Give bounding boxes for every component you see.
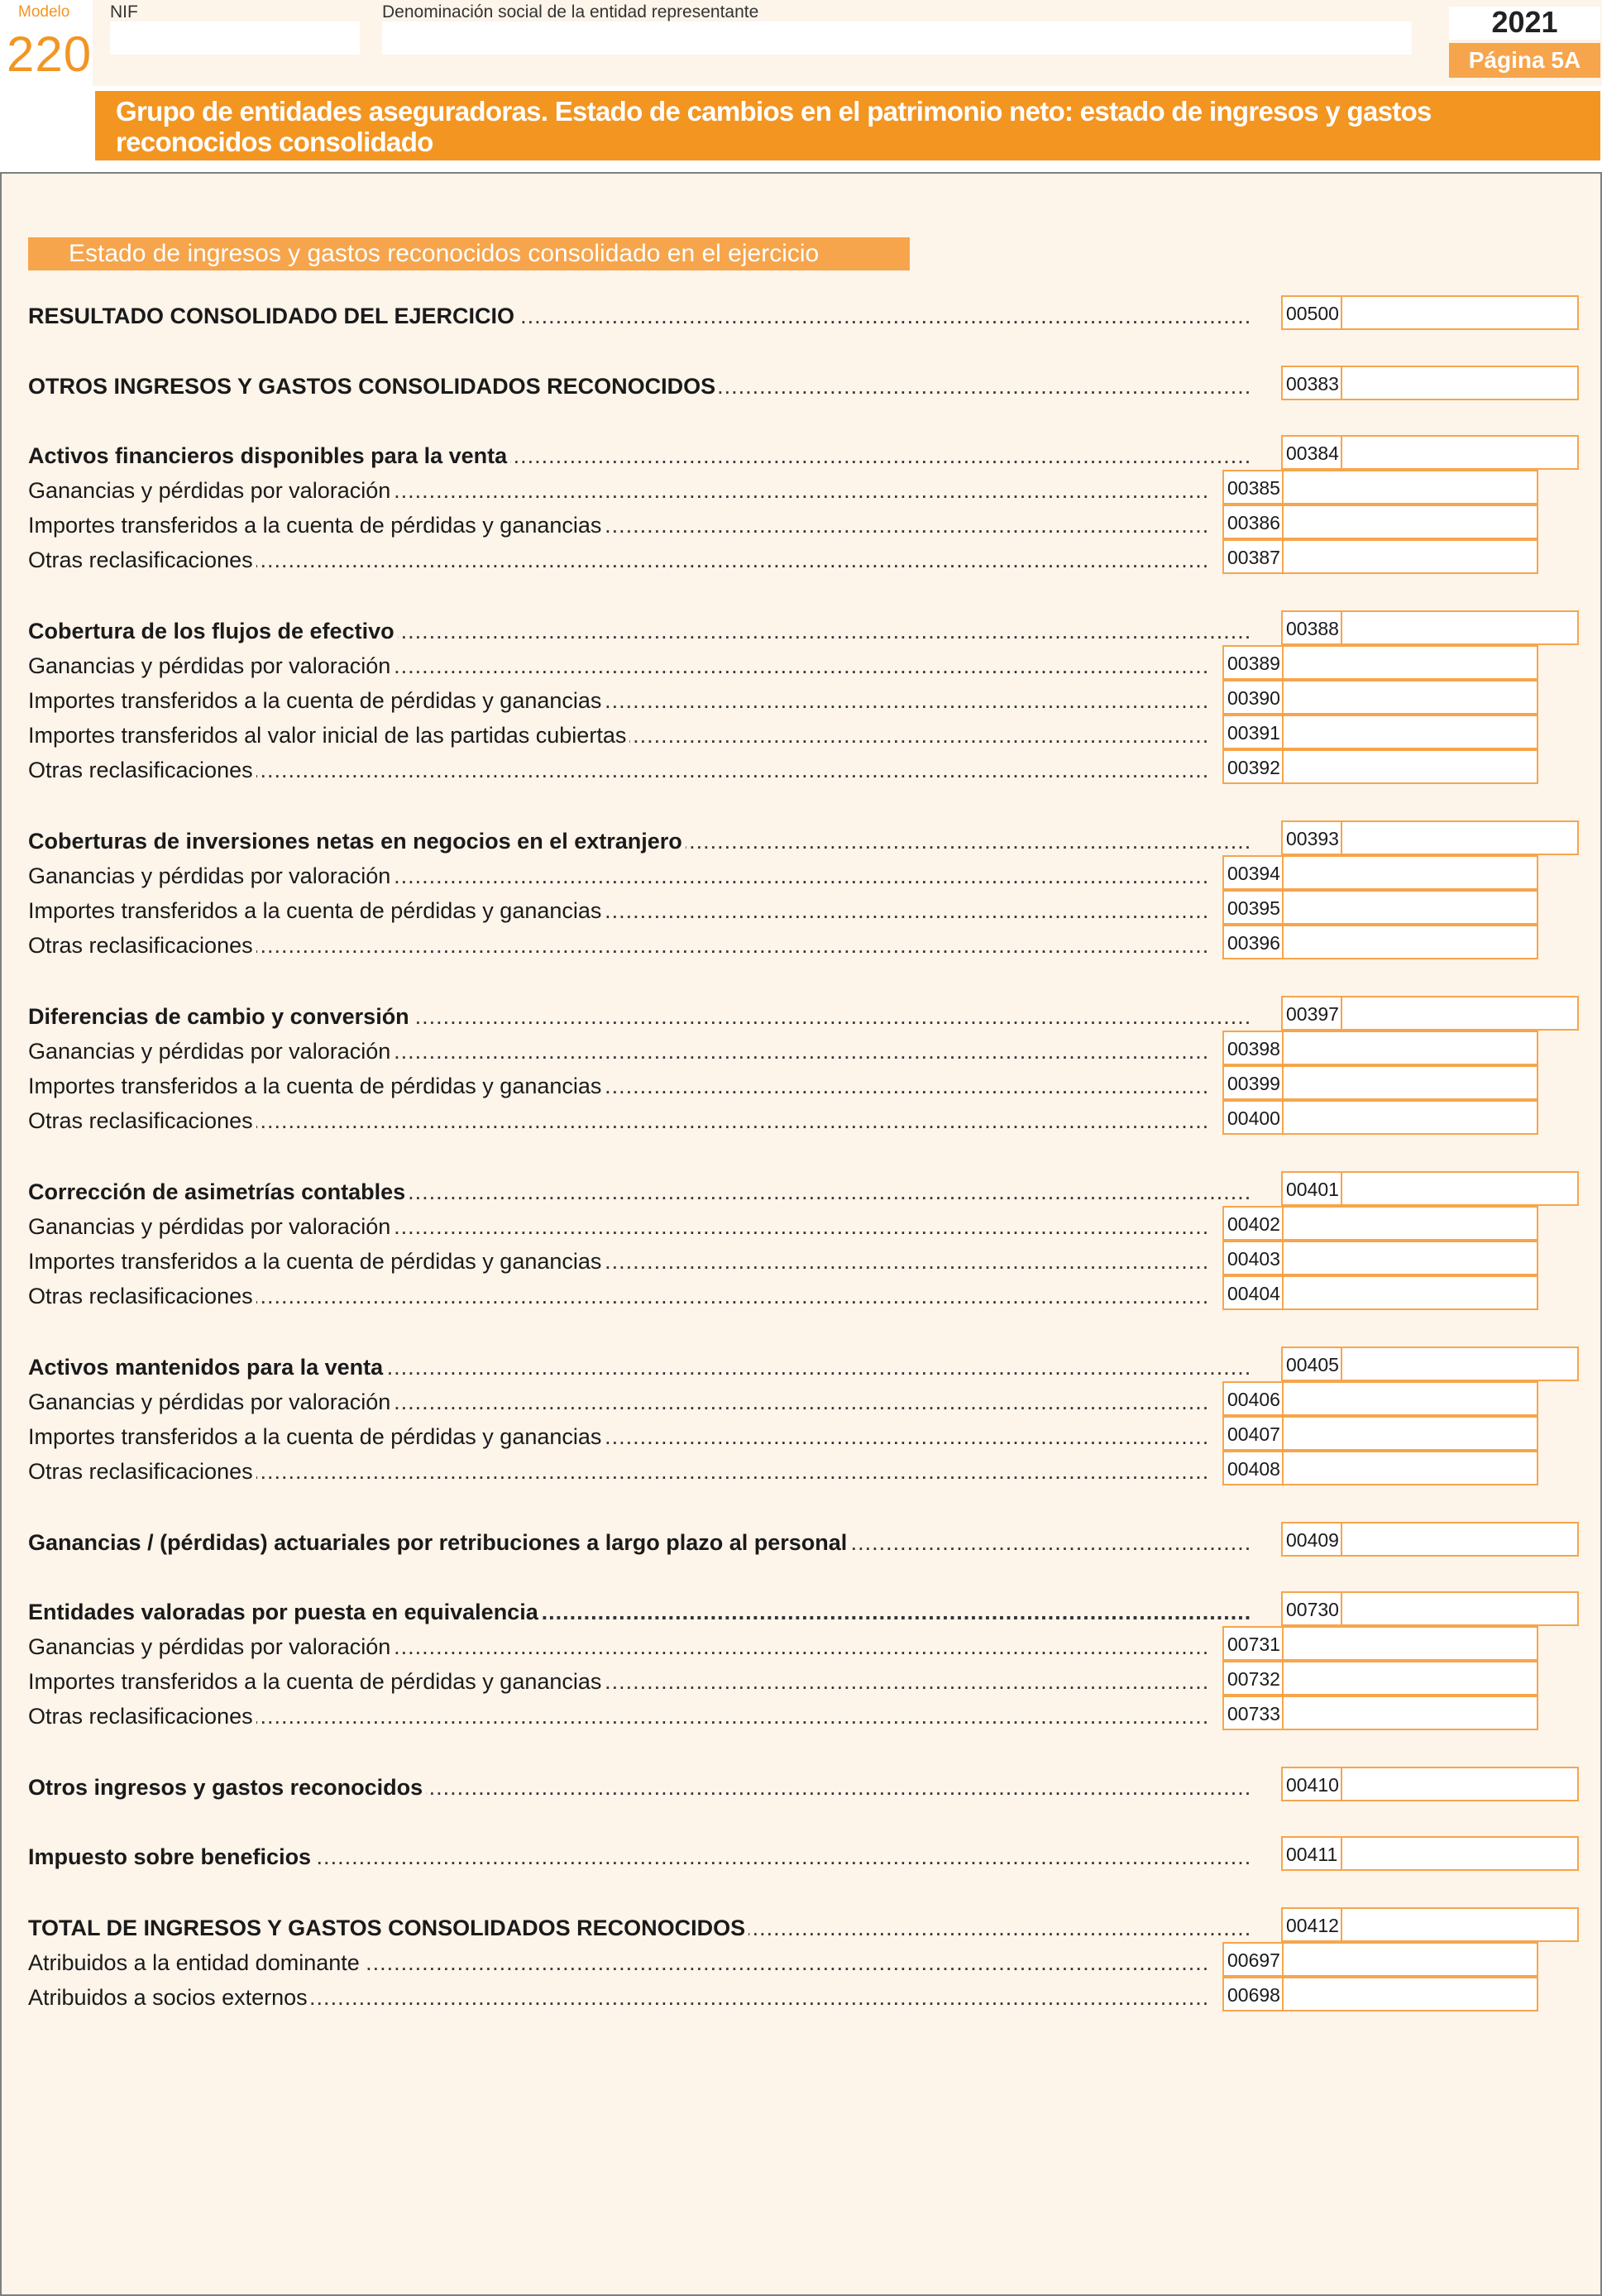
- amount-field[interactable]: [1281, 295, 1579, 330]
- amount-field[interactable]: [1222, 1241, 1538, 1275]
- amount-field[interactable]: [1222, 855, 1538, 890]
- row-label: Ganancias / (pérdidas) actuariales por retribuciones a largo plazo al personal .....: [28, 1525, 1251, 1560]
- box-code: 00733: [1224, 1697, 1284, 1729]
- form-row: [2, 1419, 1602, 1454]
- amount-field[interactable]: [1222, 1206, 1538, 1241]
- form-row: [2, 824, 1602, 859]
- box-code: 00388: [1283, 612, 1342, 643]
- box-code: 00404: [1224, 1277, 1284, 1308]
- amount-field[interactable]: [1281, 1171, 1579, 1206]
- row-label: Ganancias y pérdidas por valoración .....: [28, 1034, 1211, 1069]
- amount-field[interactable]: [1281, 1836, 1579, 1871]
- form-row: [2, 1103, 1602, 1138]
- form-row: [2, 1209, 1602, 1244]
- amount-field[interactable]: [1222, 890, 1538, 925]
- row-label: TOTAL DE INGRESOS Y GASTOS CONSOLIDADOS RECONOCIDOS .....: [28, 1911, 1251, 1945]
- amount-field[interactable]: [1222, 1100, 1538, 1135]
- amount-field[interactable]: [1281, 435, 1579, 470]
- modelo-block: [0, 0, 93, 86]
- row-label: Importes transferidos a la cuenta de pérdidas y ganancias .....: [28, 683, 1211, 718]
- box-code: 00387: [1224, 541, 1284, 572]
- box-code: 00397: [1283, 997, 1342, 1029]
- row-label: Otras reclasificaciones .....: [28, 543, 1211, 577]
- form-row: [2, 1244, 1602, 1279]
- form-row: [2, 508, 1602, 543]
- row-label: Cobertura de los flujos de efectivo .....: [28, 614, 1251, 648]
- box-code: 00410: [1283, 1768, 1342, 1800]
- form-row: [2, 1945, 1602, 1980]
- amount-field[interactable]: [1222, 925, 1538, 959]
- form-row: [2, 369, 1602, 404]
- box-code: 00398: [1224, 1032, 1284, 1064]
- box-code: 00384: [1283, 437, 1342, 468]
- nif-label: NIF: [110, 2, 138, 22]
- row-label: Importes transferidos a la cuenta de pérdidas y ganancias .....: [28, 1244, 1211, 1279]
- row-label: Ganancias y pérdidas por valoración .....: [28, 648, 1211, 683]
- row-label: Corrección de asimetrías contables .....: [28, 1174, 1251, 1209]
- row-label: Otras reclasificaciones .....: [28, 1454, 1211, 1489]
- form-row: [2, 1350, 1602, 1385]
- form-row: [2, 1069, 1602, 1103]
- row-label: Ganancias y pérdidas por valoración .....: [28, 859, 1211, 893]
- form-row: [2, 1034, 1602, 1069]
- row-label: Ganancias y pérdidas por valoración .....: [28, 1385, 1211, 1419]
- form-row: [2, 438, 1602, 473]
- form-row: [2, 859, 1602, 893]
- amount-field[interactable]: [1281, 1347, 1579, 1381]
- box-code: 00390: [1224, 682, 1284, 713]
- amount-field[interactable]: [1281, 1767, 1579, 1801]
- box-code: 00385: [1224, 471, 1284, 503]
- form-row: [2, 1454, 1602, 1489]
- box-code: 00394: [1224, 857, 1284, 888]
- amount-field[interactable]: [1222, 1942, 1538, 1977]
- nif-field[interactable]: [110, 22, 360, 55]
- denominacion-field[interactable]: [382, 22, 1412, 55]
- form-row: [2, 1279, 1602, 1313]
- row-label: Otras reclasificaciones .....: [28, 928, 1211, 963]
- amount-field[interactable]: [1222, 1031, 1538, 1065]
- row-label: Importes transferidos a la cuenta de pérdidas y ganancias .....: [28, 1664, 1211, 1699]
- form-row: [2, 893, 1602, 928]
- row-label: Importes transferidos a la cuenta de pérdidas y ganancias .....: [28, 508, 1211, 543]
- form-row: [2, 683, 1602, 718]
- form-row: [2, 999, 1602, 1034]
- amount-field[interactable]: [1281, 610, 1579, 645]
- form-row: [2, 1980, 1602, 2015]
- box-code: 00401: [1283, 1173, 1342, 1204]
- amount-field[interactable]: [1222, 539, 1538, 574]
- box-code: 00400: [1224, 1102, 1284, 1133]
- row-label: OTROS INGRESOS Y GASTOS CONSOLIDADOS RECONOCIDOS .....: [28, 369, 1251, 404]
- form-row: [2, 753, 1602, 787]
- box-code: 00406: [1224, 1383, 1284, 1414]
- form-row: [2, 718, 1602, 753]
- row-label: Atribuidos a socios externos .....: [28, 1980, 1211, 2015]
- form-row: [2, 299, 1602, 333]
- amount-field[interactable]: [1222, 1626, 1538, 1661]
- amount-field[interactable]: [1281, 1522, 1579, 1557]
- row-label: Importes transferidos a la cuenta de pérdidas y ganancias .....: [28, 1419, 1211, 1454]
- denominacion-label: Denominación social de la entidad representante: [382, 2, 759, 22]
- form-row: [2, 543, 1602, 577]
- box-code: 00399: [1224, 1067, 1284, 1098]
- amount-field[interactable]: [1222, 1977, 1538, 2011]
- amount-field[interactable]: [1281, 366, 1579, 400]
- amount-field[interactable]: [1222, 1416, 1538, 1451]
- amount-field[interactable]: [1222, 470, 1538, 505]
- box-code: 00403: [1224, 1242, 1284, 1274]
- amount-field[interactable]: [1222, 645, 1538, 680]
- form-row: [2, 648, 1602, 683]
- page-title: Grupo de entidades aseguradoras. Estado de cambios en el patrimonio neto: estado de ingresos y gastos reconocidos consolidado: [116, 96, 1432, 157]
- page-badge: Página 5A: [1449, 43, 1600, 78]
- row-label: Ganancias y pérdidas por valoración .....: [28, 473, 1211, 508]
- row-label: Entidades valoradas por puesta en equivalencia .....: [28, 1595, 1251, 1629]
- amount-field[interactable]: [1222, 1275, 1538, 1310]
- box-code: 00412: [1283, 1909, 1342, 1940]
- box-code: 00402: [1224, 1208, 1284, 1239]
- box-code: 00732: [1224, 1662, 1284, 1694]
- amount-field[interactable]: [1222, 505, 1538, 539]
- form-row: [2, 1770, 1602, 1805]
- box-code: 00411: [1283, 1838, 1342, 1869]
- box-code: 00409: [1283, 1523, 1342, 1555]
- amount-field[interactable]: [1222, 1065, 1538, 1100]
- amount-field[interactable]: [1222, 1381, 1538, 1416]
- form-row: [2, 1664, 1602, 1699]
- box-code: 00391: [1224, 716, 1284, 748]
- row-label: Otras reclasificaciones .....: [28, 1279, 1211, 1313]
- row-label: Activos mantenidos para la venta .....: [28, 1350, 1251, 1385]
- amount-field[interactable]: [1281, 996, 1579, 1031]
- box-code: 00405: [1283, 1348, 1342, 1380]
- form-row: [2, 1385, 1602, 1419]
- row-label: Activos financieros disponibles para la venta .....: [28, 438, 1251, 473]
- box-code: 00407: [1224, 1418, 1284, 1449]
- box-code: 00383: [1283, 367, 1342, 399]
- box-code: 00395: [1224, 892, 1284, 923]
- form-row: [2, 1699, 1602, 1734]
- form-row: [2, 1911, 1602, 1945]
- form-row: [2, 1525, 1602, 1560]
- row-label: Importes transferidos al valor inicial de las partidas cubiertas .....: [28, 718, 1211, 753]
- box-code: 00697: [1224, 1944, 1284, 1975]
- row-label: Importes transferidos a la cuenta de pérdidas y ganancias .....: [28, 893, 1211, 928]
- row-label: Ganancias y pérdidas por valoración .....: [28, 1629, 1211, 1664]
- form-panel: [0, 172, 1602, 2296]
- amount-field[interactable]: [1222, 749, 1538, 784]
- row-label: RESULTADO CONSOLIDADO DEL EJERCICIO .....: [28, 299, 1251, 333]
- amount-field[interactable]: [1222, 680, 1538, 715]
- box-code: 00698: [1224, 1978, 1284, 2010]
- title-bar: [95, 91, 1600, 160]
- row-label: Otras reclasificaciones .....: [28, 753, 1211, 787]
- form-year: 2021: [1491, 5, 1558, 39]
- form-row: [2, 928, 1602, 963]
- amount-field[interactable]: [1222, 715, 1538, 749]
- box-code: 00389: [1224, 647, 1284, 678]
- row-label: Otras reclasificaciones .....: [28, 1699, 1211, 1734]
- amount-field[interactable]: [1222, 1696, 1538, 1730]
- modelo-label: Modelo: [18, 3, 70, 21]
- box-code: 00500: [1283, 297, 1342, 328]
- amount-field[interactable]: [1222, 1661, 1538, 1696]
- row-label: Diferencias de cambio y conversión .....: [28, 999, 1251, 1034]
- row-label: Ganancias y pérdidas por valoración .....: [28, 1209, 1211, 1244]
- box-code: 00730: [1283, 1593, 1342, 1624]
- row-label: Coberturas de inversiones netas en negocios en el extranjero .....: [28, 824, 1251, 859]
- box-code: 00392: [1224, 751, 1284, 782]
- form-row: [2, 1629, 1602, 1664]
- row-label: Atribuidos a la entidad dominante .....: [28, 1945, 1211, 1980]
- row-label: Importes transferidos a la cuenta de pérdidas y ganancias .....: [28, 1069, 1211, 1103]
- box-code: 00386: [1224, 506, 1284, 538]
- modelo-number: 220: [7, 26, 93, 82]
- box-code: 00393: [1283, 822, 1342, 854]
- row-label: Impuesto sobre beneficios .....: [28, 1839, 1251, 1874]
- amount-field[interactable]: [1281, 820, 1579, 855]
- amount-field[interactable]: [1222, 1451, 1538, 1485]
- box-code: 00408: [1224, 1452, 1284, 1484]
- section-header: Estado de ingresos y gastos reconocidos consolidado en el ejercicio: [28, 237, 910, 270]
- row-label: Otras reclasificaciones .....: [28, 1103, 1211, 1138]
- form-row: [2, 614, 1602, 648]
- form-row: [2, 1839, 1602, 1874]
- amount-field[interactable]: [1281, 1907, 1579, 1942]
- box-code: 00731: [1224, 1628, 1284, 1659]
- box-code: 00396: [1224, 926, 1284, 958]
- row-label: Otros ingresos y gastos reconocidos .....: [28, 1770, 1251, 1805]
- form-row: [2, 1595, 1602, 1629]
- form-row: [2, 1174, 1602, 1209]
- amount-field[interactable]: [1281, 1591, 1579, 1626]
- form-row: [2, 473, 1602, 508]
